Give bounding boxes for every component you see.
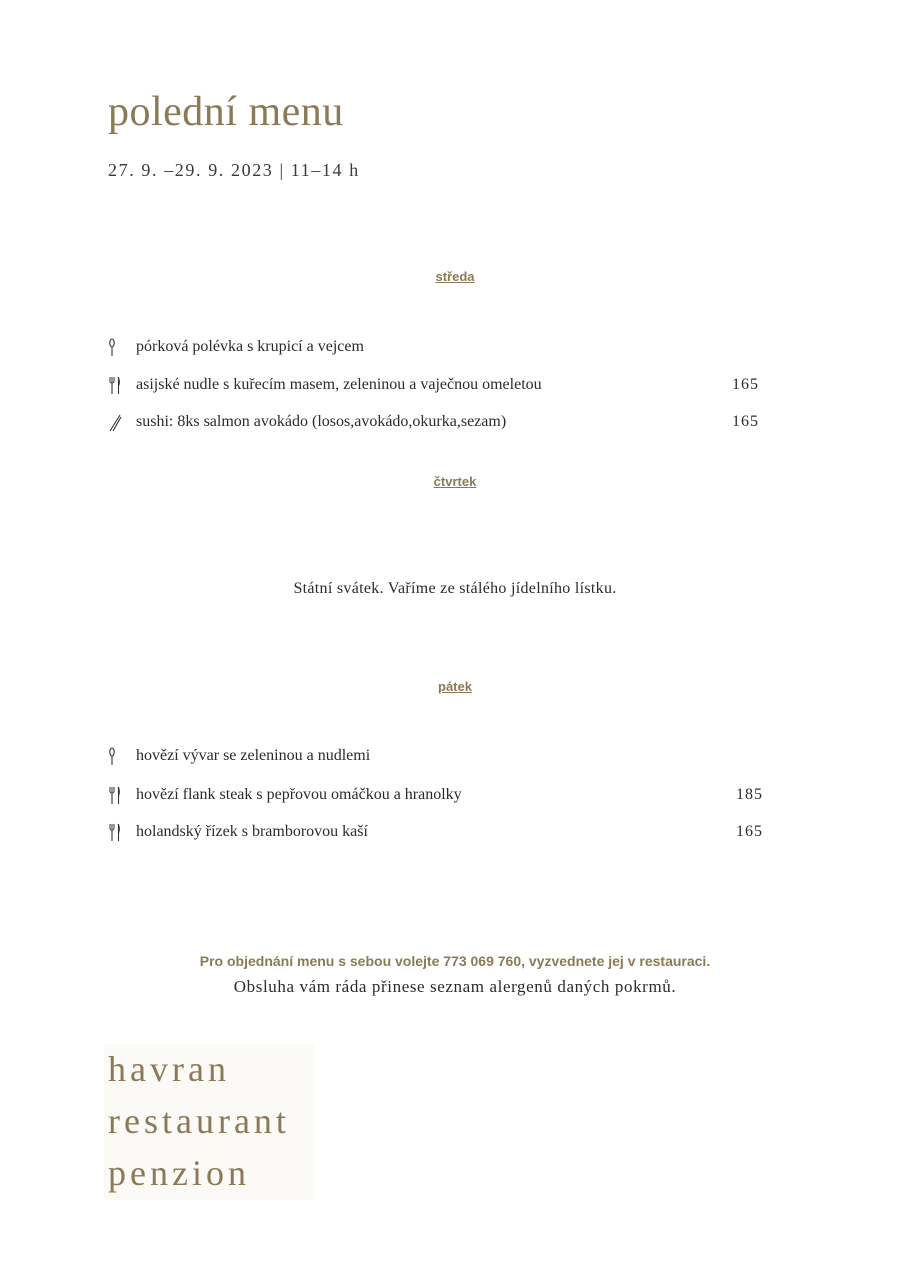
menu-item-price: 165 xyxy=(736,823,763,840)
fork-knife-icon xyxy=(108,823,122,845)
day-heading-wednesday: středa xyxy=(435,269,475,284)
day-heading-friday: pátek xyxy=(438,679,472,694)
day-heading-thursday: čtvrtek xyxy=(433,474,477,489)
menu-item-price: 185 xyxy=(736,786,763,803)
menu-item xyxy=(108,823,788,845)
menu-item-price: 165 xyxy=(732,376,759,393)
menu-item-price: 165 xyxy=(732,413,759,430)
menu-item-text: hovězí vývar se zeleninou a nudlemi xyxy=(136,747,371,764)
allergen-note: Obsluha vám ráda přinese seznam alergenů daných pokrmů. xyxy=(233,977,677,996)
menu-item-text: asijské nudle s kuřecím masem, zeleninou a vaječnou omeletou xyxy=(136,376,542,393)
fork-knife-icon xyxy=(108,786,122,808)
menu-item-text: pórková polévka s krupicí a vejcem xyxy=(136,338,364,355)
logo-line-restaurant: restaurant xyxy=(108,1101,290,1141)
holiday-notice: Státní svátek. Vaříme ze stálého jídelního lístku. xyxy=(293,580,617,597)
menu-item xyxy=(108,786,788,808)
date-range: 27. 9. –29. 9. 2023 | 11–14 h xyxy=(108,160,360,180)
fork-knife-icon xyxy=(108,376,122,398)
logo-line-penzion: penzion xyxy=(108,1153,250,1193)
spoon-icon xyxy=(108,338,122,360)
menu-item xyxy=(108,747,788,769)
menu-item-text: sushi: 8ks salmon avokádo (losos,avokádo,okurka,sezam) xyxy=(136,413,507,430)
order-note: Pro objednání menu s sebou volejte 773 069 760, vyzvednete jej v restauraci. xyxy=(199,953,711,969)
page-title: polední menu xyxy=(108,89,344,135)
menu-item-text: holandský řízek s bramborovou kaší xyxy=(136,823,368,840)
menu-item xyxy=(108,338,788,360)
logo xyxy=(104,1044,314,1200)
menu-item xyxy=(108,376,788,398)
menu-item xyxy=(108,413,788,435)
chopsticks-icon xyxy=(108,413,122,435)
menu-item-text: hovězí flank steak s pepřovou omáčkou a hranolky xyxy=(136,786,462,803)
logo-line-havran: havran xyxy=(108,1049,230,1089)
spoon-icon xyxy=(108,747,122,769)
